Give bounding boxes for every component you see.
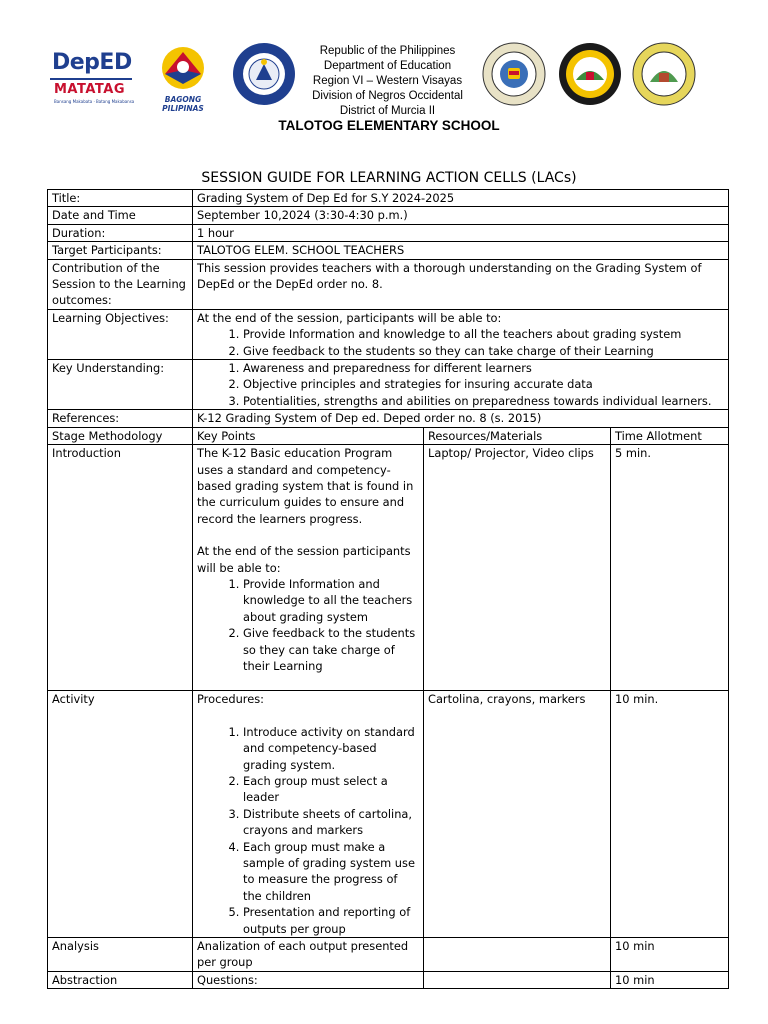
bagong-pilipinas-caption: BAGONG PILIPINAS [162,95,204,113]
stage-name: Analysis [48,938,193,972]
stage-name: Introduction [48,445,193,691]
key-point-text: Procedures: [197,692,265,707]
row-label: Date and Time [48,207,193,224]
key-point-text: At the end of the session participants will be able to: [197,544,411,575]
key-point-text: The K-12 Basic education Program uses a standard and competency-based grading system that is found in the curriculum guides to ensure and record the learners progress. [197,446,414,526]
row-label: Duration: [48,224,193,241]
key-points [193,445,424,691]
deped-wordmark: DepED [52,50,132,75]
list-item: 3. Potentialities, strengths and abilities on preparedness towards individual learners. [243,393,724,409]
list-item: 1. Introduce activity on standard and competency-based grading system. [243,724,419,773]
objectives-intro: At the end of the session, participants will be able to: [197,310,502,325]
division-negros-occidental-seal [482,42,546,106]
row-value: Grading System of Dep Ed for S.Y 2024-2025 [193,190,729,207]
key-points [193,691,424,938]
table-row [48,410,729,427]
session-guide-table [47,189,729,989]
school-name: TALOTOG ELEMENTARY SCHOOL [278,118,500,133]
list-item: 5. Presentation and reporting of outputs per group [243,904,419,937]
page-title: SESSION GUIDE FOR LEARNING ACTION CELLS (LACs) [201,170,577,186]
row-value: K-12 Grading System of Dep ed. Deped order no. 8 (s. 2015) [193,410,729,427]
matatag-wordmark: MATATAG [54,82,125,97]
row-label: Learning Objectives: [48,309,193,359]
resources: Laptop/ Projector, Video clips [424,445,611,691]
document-header [0,0,768,150]
column-header: Key Points [193,427,424,444]
stage-row-introduction [48,445,729,691]
logo-divider [50,78,132,80]
talotog-school-seal [558,42,622,106]
resources: Cartolina, crayons, markers [424,691,611,938]
understanding-list [197,360,724,409]
table-row [48,242,729,259]
column-header: Time Allotment [611,427,729,444]
objectives-list [197,326,724,359]
list-item: 2. Each group must select a leader [243,773,419,806]
bagong-pilipinas-emblem [145,44,221,94]
list-item: 3. Distribute sheets of cartolina, crayons and markers [243,806,419,839]
table-row [48,224,729,241]
stage-name: Activity [48,691,193,938]
list-item: 1. Provide Information and knowledge to all the teachers about grading system [243,326,724,342]
list-item: 2. Objective principles and strategies for insuring accurate data [243,376,724,392]
list-item: 4. Each group must make a sample of grading system use to measure the progress of the children [243,839,419,905]
stage-row-analysis [48,938,729,972]
row-label: Target Participants: [48,242,193,259]
time-allotment: 10 min [611,938,729,972]
row-label: Contribution of the Session to the Learning outcomes: [48,259,193,309]
stage-row-abstraction [48,971,729,988]
table-row [48,190,729,207]
row-value: TALOTOG ELEM. SCHOOL TEACHERS [193,242,729,259]
time-allotment: 10 min [611,971,729,988]
list-item: 2. Give feedback to the students so they can take charge of their Learning [243,625,419,674]
column-header: Resources/Materials [424,427,611,444]
bagong-pilipinas-logo [145,44,221,113]
row-value: This session provides teachers with a thorough understanding on the Grading System of DepEd or the DepEd order no. 8. [193,259,729,309]
time-allotment: 5 min. [611,445,729,691]
row-label: Title: [48,190,193,207]
procedure-list [197,724,419,937]
key-point-list [197,576,419,674]
resources [424,971,611,988]
table-row [48,259,729,309]
row-value: September 10,2024 (3:30-4:30 p.m.) [193,207,729,224]
stage-name: Abstraction [48,971,193,988]
deped-tagline: Bansang Makabata · Batang Makabansa [54,99,135,104]
header-line: Department of Education [323,60,452,72]
header-line: Republic of the Philippines [319,45,456,57]
deped-matatag-logo [50,44,135,104]
row-label: References: [48,410,193,427]
row-label: Key Understanding: [48,360,193,410]
key-points: Analization of each output presented per group [193,938,424,972]
resources [424,938,611,972]
talotog-school-seal-alt [632,42,696,106]
list-item: 1. Awareness and preparedness for different learners [243,360,724,376]
column-header-row [48,427,729,444]
table-row [48,309,729,359]
list-item: 2. Give feedback to the students so they can take charge of their Learning [243,343,724,359]
row-value: 1 hour [193,224,729,241]
table-row [48,207,729,224]
stage-row-activity [48,691,729,938]
key-points: Questions: [193,971,424,988]
row-value [193,309,729,359]
header-line: District of Murcia II [339,105,436,117]
header-line: Region VI – Western Visayas [312,75,463,87]
column-header: Stage Methodology [48,427,193,444]
header-text-block [280,44,495,119]
row-value [193,360,729,410]
list-item: 1. Provide Information and knowledge to all the teachers about grading system [243,576,419,625]
table-row [48,360,729,410]
header-line: Division of Negros Occidental [312,90,463,102]
time-allotment: 10 min. [611,691,729,938]
